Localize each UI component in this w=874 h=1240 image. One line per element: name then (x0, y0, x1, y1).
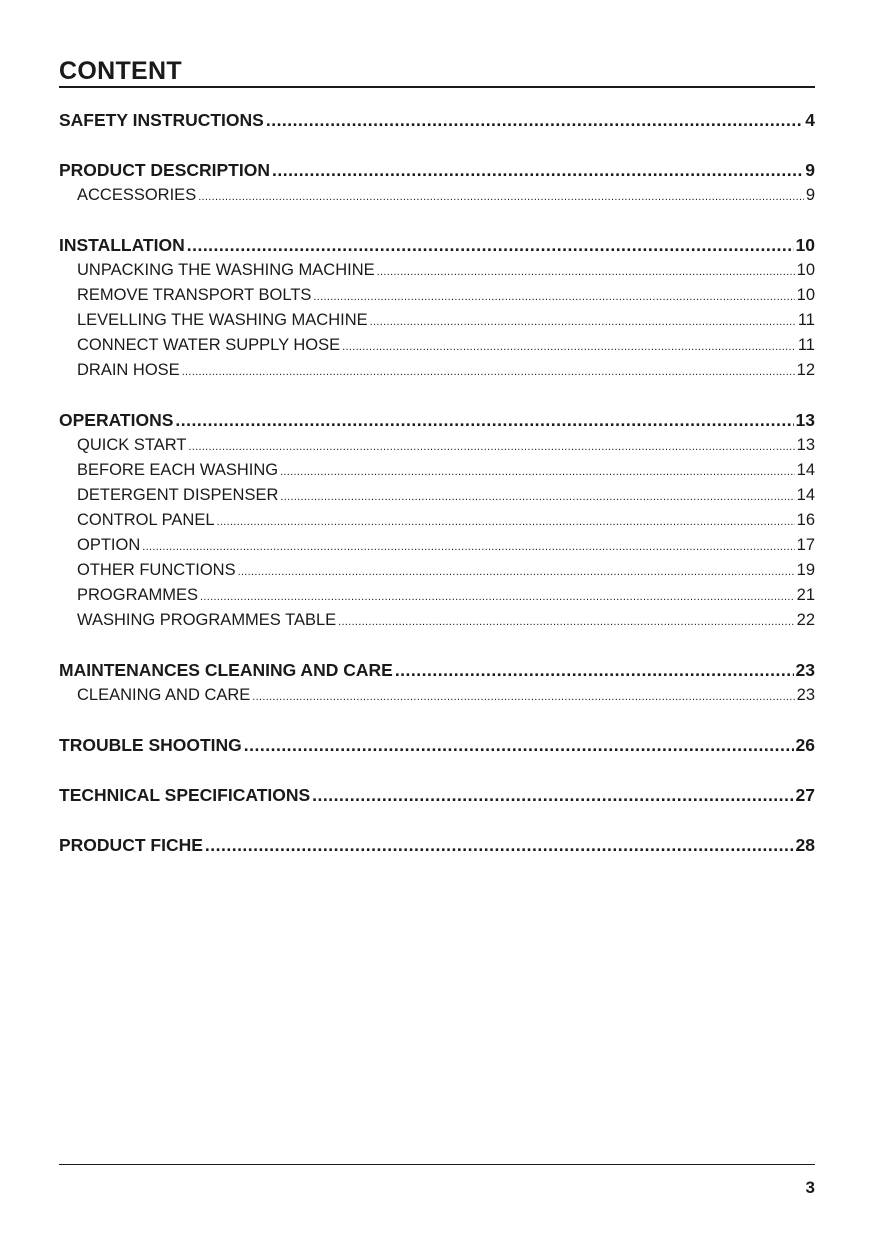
toc-entry-page: 9 (805, 160, 815, 180)
dot-leader (175, 408, 793, 433)
dot-leader (238, 558, 795, 585)
toc-entry-label: OPERATIONS (59, 410, 174, 430)
toc-entry-label: MAINTENANCES CLEANING AND CARE (59, 660, 393, 680)
toc-entry-programmes[interactable] (59, 583, 815, 608)
page-title: CONTENT (59, 57, 182, 85)
toc-entry-washing-programmes-table[interactable] (59, 608, 815, 633)
toc-entry-page: 26 (795, 735, 815, 755)
toc-entry-safety-instructions[interactable] (59, 108, 815, 133)
toc-entry-label: PRODUCT DESCRIPTION (59, 160, 270, 180)
page-number: 3 (805, 1178, 815, 1197)
dot-leader (244, 733, 794, 758)
toc-entry-page: 23 (796, 686, 815, 704)
toc-entry-technical-specifications[interactable] (59, 783, 815, 808)
toc-entry-page: 21 (796, 586, 815, 604)
toc-entry-drain-hose[interactable] (59, 358, 815, 383)
toc-entry-page: 10 (795, 235, 815, 255)
toc-entry-label: CONNECT WATER SUPPLY HOSE (77, 336, 341, 354)
toc-entry-page: 11 (797, 336, 815, 354)
dot-leader (377, 258, 795, 285)
toc-entry-label: REMOVE TRANSPORT BOLTS (77, 286, 312, 304)
toc-entry-page: 13 (795, 410, 815, 430)
toc-entry-before-each-washing[interactable] (59, 458, 815, 483)
toc-entry-label: CONTROL PANEL (77, 511, 215, 529)
dot-leader (205, 833, 794, 858)
dot-leader (182, 358, 795, 385)
section-gap (59, 208, 815, 233)
toc-entry-page: 17 (796, 536, 815, 554)
dot-leader (313, 283, 794, 310)
toc-entry-label: OPTION (77, 536, 141, 554)
table-of-contents (59, 108, 815, 858)
toc-entry-other-functions[interactable] (59, 558, 815, 583)
toc-entry-label: CLEANING AND CARE (77, 686, 251, 704)
toc-entry-page: 12 (796, 361, 815, 379)
toc-entry-page: 19 (796, 561, 815, 579)
toc-entry-label: WASHING PROGRAMMES TABLE (77, 611, 337, 629)
toc-entry-installation[interactable] (59, 233, 815, 258)
toc-entry-label: PRODUCT FICHE (59, 835, 203, 855)
dot-leader (342, 333, 796, 360)
toc-entry-page: 28 (795, 835, 815, 855)
toc-entry-label: BEFORE EACH WASHING (77, 461, 279, 479)
dot-leader (312, 783, 793, 808)
section-gap (59, 133, 815, 158)
toc-entry-page: 10 (796, 261, 815, 279)
toc-entry-page: 16 (796, 511, 815, 529)
toc-entry-unpacking[interactable] (59, 258, 815, 283)
dot-leader (280, 458, 795, 485)
toc-entry-trouble-shooting[interactable] (59, 733, 815, 758)
toc-entry-page: 14 (796, 461, 815, 479)
toc-entry-detergent-dispenser[interactable] (59, 483, 815, 508)
section-gap (59, 633, 815, 658)
toc-entry-label: UNPACKING THE WASHING MACHINE (77, 261, 375, 279)
dot-leader (266, 108, 803, 133)
toc-entry-levelling[interactable] (59, 308, 815, 333)
toc-entry-label: INSTALLATION (59, 235, 185, 255)
toc-entry-accessories[interactable] (59, 183, 815, 208)
toc-entry-label: TECHNICAL SPECIFICATIONS (59, 785, 311, 805)
toc-entry-label: OTHER FUNCTIONS (77, 561, 236, 579)
toc-entry-product-fiche[interactable] (59, 833, 815, 858)
toc-entry-page: 10 (796, 286, 815, 304)
dot-leader (217, 508, 795, 535)
toc-entry-operations[interactable] (59, 408, 815, 433)
toc-entry-page: 27 (795, 785, 815, 805)
toc-entry-page: 4 (805, 110, 815, 130)
toc-entry-label: ACCESSORIES (77, 186, 197, 204)
toc-entry-page: 22 (796, 611, 815, 629)
dot-leader (338, 608, 794, 635)
title-divider (59, 86, 815, 88)
dot-leader (198, 183, 804, 210)
toc-entry-quick-start[interactable] (59, 433, 815, 458)
toc-entry-maintenance[interactable] (59, 658, 815, 683)
toc-entry-label: SAFETY INSTRUCTIONS (59, 110, 264, 130)
dot-leader (187, 233, 794, 258)
toc-entry-cleaning-and-care[interactable] (59, 683, 815, 708)
toc-entry-connect-water-supply[interactable] (59, 333, 815, 358)
dot-leader (142, 533, 794, 560)
toc-entry-page: 9 (805, 186, 815, 204)
toc-entry-remove-transport-bolts[interactable] (59, 283, 815, 308)
footer-divider (59, 1164, 815, 1165)
toc-entry-label: DETERGENT DISPENSER (77, 486, 279, 504)
toc-entry-page: 14 (796, 486, 815, 504)
section-gap (59, 758, 815, 783)
toc-entry-label: PROGRAMMES (77, 586, 199, 604)
toc-entry-product-description[interactable] (59, 158, 815, 183)
toc-entry-page: 13 (796, 436, 815, 454)
toc-entry-label: QUICK START (77, 436, 187, 454)
dot-leader (280, 483, 794, 510)
dot-leader (272, 158, 803, 183)
toc-entry-label: DRAIN HOSE (77, 361, 180, 379)
dot-leader (188, 433, 794, 460)
toc-entry-option[interactable] (59, 533, 815, 558)
toc-entry-control-panel[interactable] (59, 508, 815, 533)
dot-leader (370, 308, 796, 335)
toc-entry-page: 11 (797, 311, 815, 329)
toc-entry-label: LEVELLING THE WASHING MACHINE (77, 311, 368, 329)
section-gap (59, 808, 815, 833)
toc-entry-label: TROUBLE SHOOTING (59, 735, 242, 755)
dot-leader (200, 583, 795, 610)
dot-leader (395, 658, 794, 683)
toc-entry-page: 23 (795, 660, 815, 680)
section-gap (59, 708, 815, 733)
section-gap (59, 383, 815, 408)
dot-leader (252, 683, 794, 710)
